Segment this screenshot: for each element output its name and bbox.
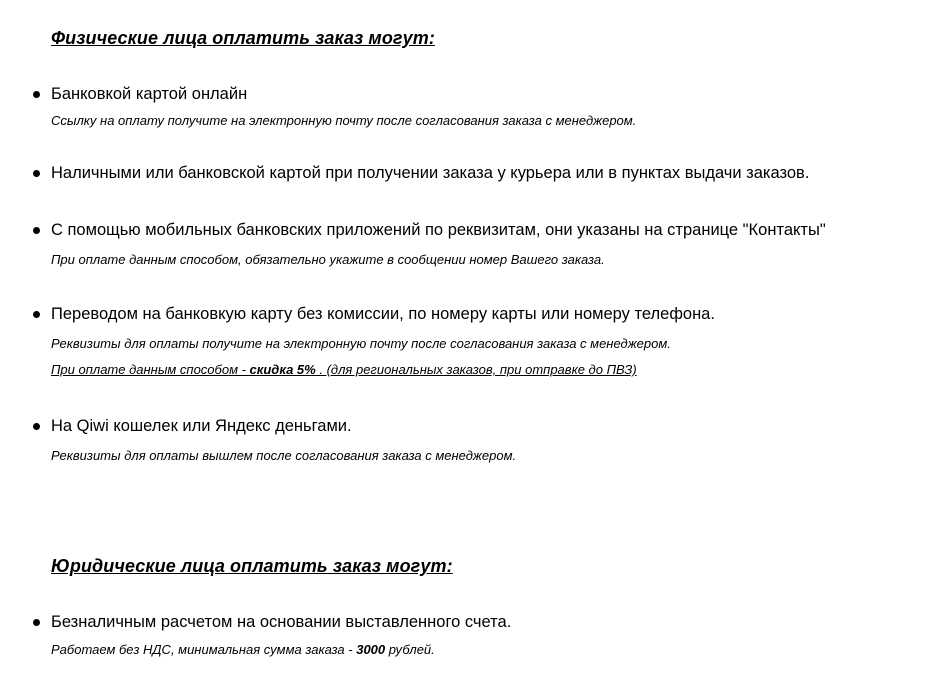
bullet-icon <box>33 311 40 318</box>
bullet-icon <box>33 91 40 98</box>
payment-option-mobile-banking: С помощью мобильных банковских приложений по реквизитам, они указаны на странице "Контакты" <box>51 221 826 239</box>
individuals-heading: Физические лица оплатить заказ могут: <box>51 28 435 48</box>
discount-suffix: . (для региональных заказов, при отправке до ПВЗ) <box>315 362 637 377</box>
payment-option-card-transfer: Переводом на банковкую карту без комиссии, по номеру карты или номеру телефона. <box>51 305 715 323</box>
payment-option-card-online: Банковкой картой онлайн <box>51 85 248 103</box>
legal-note-prefix: Работаем без НДС, минимальная сумма заказа - <box>51 642 357 657</box>
payment-option-note: Реквизиты для оплаты получите на электронную почту после согласования заказа с менеджером. <box>51 336 671 351</box>
discount-prefix: При оплате данным способом - <box>51 362 250 377</box>
bullet-icon <box>33 227 40 234</box>
payment-option-e-wallets: На Qiwi кошелек или Яндекс деньгами. <box>51 417 352 435</box>
legal-note-suffix: рублей. <box>385 642 435 657</box>
legal-entities-heading: Юридические лица оплатить заказ могут: <box>51 556 453 576</box>
payment-option-note: При оплате данным способом, обязательно укажите в сообщении номер Вашего заказа. <box>51 252 605 267</box>
payment-option-bank-transfer: Безналичным расчетом на основании выставленного счета. <box>51 613 512 631</box>
bullet-icon <box>33 170 40 177</box>
discount-value: скидка 5% <box>249 362 316 377</box>
discount-note <box>51 362 637 377</box>
payment-option-note: Реквизиты для оплаты вышлем после согласования заказа с менеджером. <box>51 448 517 463</box>
min-order-amount: 3000 <box>356 642 386 657</box>
legal-payment-note <box>51 642 435 657</box>
bullet-icon <box>33 619 40 626</box>
bullet-icon <box>33 423 40 430</box>
payment-option-cash-on-delivery: Наличными или банковской картой при получении заказа у курьера или в пунктах выдачи заказов. <box>51 164 810 182</box>
payment-option-note: Ссылку на оплату получите на электронную почту после согласования заказа с менеджером. <box>51 113 637 128</box>
